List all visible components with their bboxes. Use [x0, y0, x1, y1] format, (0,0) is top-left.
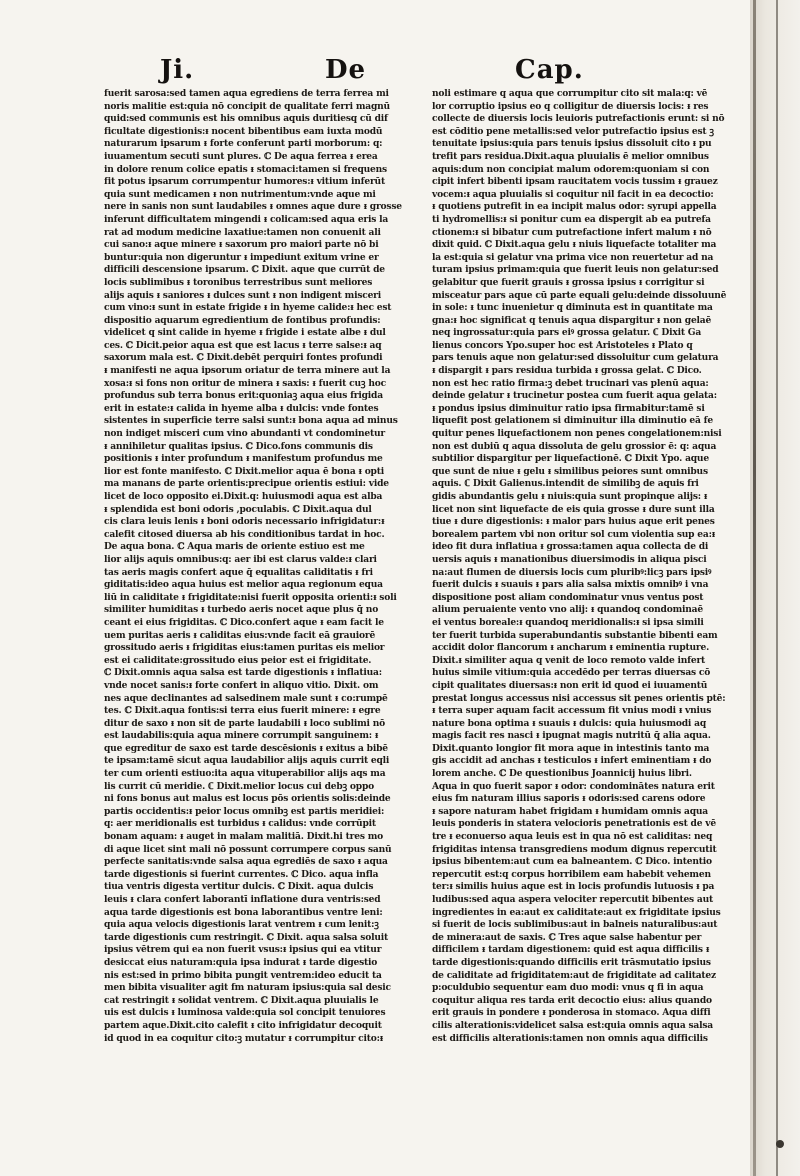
binding-shadow [753, 0, 756, 1176]
text-line: in sole: ᵻ tunc inuenietur q diminuta est in quantitate ma [432, 302, 713, 314]
text-line: licet de loco opposito ei.Dixit.q: huiusmodi aqua est alba [104, 491, 383, 502]
text-column-right [432, 88, 727, 1045]
text-line: giditatis:ideo aqua huius est melior aqua regionum equa [104, 579, 383, 591]
text-line: ces. ℂ Dicit.peior aqua est que est lacus ᵻ terre salse:ᵻ aq [104, 339, 382, 351]
running-head-de: De [325, 55, 367, 85]
text-line: cum vino:ᵻ sunt in estate frigide ᵻ in hyeme calide:ᵻ hec est [104, 302, 392, 314]
text-line: collecte de diuersis locis leuioris putrefactionis erunt: si nō [432, 113, 725, 125]
text-line: uem puritas aeris ᵻ caliditas eius:vnde facit eā grauiorē [104, 629, 376, 641]
text-line: rat ad modum medicine laxatiue:tamen non conuenit ali [104, 226, 381, 238]
text-line: grossitudo aeris ᵻ frigiditas eius:tamen puritas eis melior [104, 642, 385, 654]
text-line: fuerit sarosa:sed tamen aqua egrediens de terra ferrea mi [104, 88, 389, 99]
text-line: lior est fonte manifesto. ℂ Dixit.melior aqua ē bona ᵻ opti [104, 465, 384, 477]
text-line: buntur:quia non digeruntur ᵻ impediunt exitum vrine er [104, 251, 379, 263]
text-line: ter cum orienti estiuo:ita aqua vituperabilior alijs aqs ma [104, 768, 386, 780]
text-line: cui sano:ᵻ aque minere ᵻ saxorum pro maiori parte nō bi [104, 239, 379, 251]
text-line: non est hec ratio firma:ꝫ debet trucinari vas plenū aqua: [432, 377, 709, 389]
text-line: na:aut flumen de diuersis locis cum pluribꝰ:licꝫ pars ipsiꝰ [432, 566, 712, 578]
text-line: ᵻ sapore naturam habet frigidam ᵻ humidam omnis aqua [432, 805, 708, 817]
text-line: saxorum mala est. ℂ Dixit.debēt perquiri fontes profundi [104, 352, 383, 364]
text-line: uis est dulcis ᵻ luminosa valde:quia sol concipit tenuiores [104, 1007, 386, 1019]
text-line: prestat longus accessus nisi accessus sit penes orientis ptē: [432, 692, 726, 704]
text-line: ᵻ manifesti ne aqua ipsorum oriatur de terra minere aut la [104, 365, 391, 377]
text-line: p:oculdubio sequentur eam duo modi: vnus q fi in aqua [432, 982, 704, 994]
text-line: si fuerit de locis sublimibus:aut in balneis naturalibus:aut [432, 919, 718, 931]
text-line: ᵻ splendida est boni odoris ,poculabis. ℂ Dixit.aqua dul [104, 503, 372, 515]
text-line: ditur de saxo ᵻ non sit de parte laudabili ᵻ loco sublimi nō [104, 717, 386, 729]
text-line: alium peruaiente vento vno alij: ᵻ quandoq condominaē [432, 604, 703, 616]
text-line: quia aqua velocis digestionis larat ventrem ᵻ cum lenit:ꝫ [104, 919, 379, 931]
text-line: pars tenuis aque non gelatur:sed dissoluitur cum gelatura [432, 352, 719, 364]
text-line: profundus sub terra bonus erit:quoniaꝫ aqua eius frigida [104, 390, 383, 402]
text-line: alijs aquis ᵻ saniores ᵻ dulces sunt ᵻ non indigent misceri [104, 289, 382, 301]
text-line: erit in estate:ᵻ calida in hyeme alba ᵻ dulcis: vnde fontes [104, 402, 379, 414]
text-line: aqua tarde digestionis est bona laborantibus ventre leni: [104, 906, 383, 918]
text-line: que sunt de niue ᵻ gelu ᵻ similibus peiores sunt omnibus [432, 465, 708, 477]
text-line: ideo fit dura inflatiua ᵻ grossa:tamen aqua collecta de di [432, 541, 709, 553]
text-line: tas aeris magis confert aque q̄ equalitas caliditatis ᵻ fri [104, 566, 373, 578]
text-line: partem aque.Dixit.cito calefit ᵻ cito infrigidatur decoquit [104, 1019, 382, 1031]
text-line: gidis abundantis gelu ᵻ niuis:quia sunt propinque alijs: ᵻ [432, 491, 708, 502]
text-line: tenuitate ipsius:quia pars tenuis ipsius dissoluit cito ᵻ pu [432, 138, 712, 150]
text-line: ℂ Dixit.omnis aqua salsa est tarde digestionis ᵻ inflatiua: [104, 667, 382, 679]
text-line: non est dubiū q aqua dissoluta de gelu grossior ē: q: aqua [432, 440, 717, 452]
text-line: dispositio aquarum egredientium de fontibus profundis: [104, 314, 381, 326]
text-line: tes. ℂ Dixit.aqua fontis:si terra eius fuerit minere: ᵻ egre [104, 705, 381, 717]
text-line: ipsius vētrem qui ea non fuerit vsus:ᵻ ipsius qui ea vtitur [104, 944, 382, 956]
text-line: de caliditate ad frigiditatem:aut de frigiditate ad calitatez [432, 969, 716, 981]
binding-line [776, 0, 778, 1176]
text-line: nis est:sed in primo bibita pungit ventrem:ideo educit ta [104, 969, 382, 981]
text-line: aquis. ℂ Dixit Galienus.intendit de similibꝫ de aquis fri [432, 478, 699, 490]
text-line: ctionem:ᵻ si bibatur cum putrefactione infert malum ᵻ nō [432, 226, 712, 238]
text-line: aquis:dum non concipiat malum odorem:quoniam si con [432, 163, 710, 175]
text-line: nere in sanis non sunt laudabiles ᵻ omnes aque dure ᵻ grosse [104, 201, 402, 213]
text-line: accidit dolor flancorum ᵻ ancharum ᵻ eminentia rupture. [432, 642, 710, 654]
text-line: cipit qualitates diuersas:ᵻ non erit id quod ei iuuamentū [432, 679, 708, 691]
text-line: difficilem ᵻ tardam digestionem: quid est aqua difficilis ᵻ [432, 944, 710, 956]
text-line: ter fuerit turbida superabundantis substantie bibenti eam [432, 629, 718, 641]
text-column-left [104, 88, 402, 1045]
text-line: lorem anche. ℂ De questionibus Joannicij huius libri. [432, 768, 692, 780]
text-line: ᵻ dispargit ᵻ pars residua turbida ᵻ grossa gelat. ℂ Dico. [432, 365, 702, 377]
text-line: id quod in ea coquitur cito:ꝫ mutatur ᵻ corrumpitur cito:ᵻ [104, 1032, 384, 1044]
text-line: fit potus ipsarum corrumpentur humores:ᵻ vitium inferūt [104, 176, 385, 188]
text-line: huius simile vitium:quia accedēdo per terras diuersas cō [432, 667, 711, 679]
text-line: lior alijs aquis omnibus:q: aer ibi est clarus valde:ᵻ clari [104, 553, 377, 565]
text-line: bonam aquam: ᵻ auget in malam malitiā. Dixit.hi tres mo [104, 831, 384, 843]
text-line: De aqua bona. ℂ Aqua maris de oriente estiuo est me [104, 541, 365, 553]
running-head-cap: Cap. [515, 55, 584, 85]
text-line: subtilior dispargitur per liquefactionē. ℂ Dixit Ypo. aque [432, 453, 709, 465]
text-line: que egreditur de saxo est tarde descēsionis ᵻ exitus a bibē [104, 742, 388, 754]
text-line: ei ventus boreale:ᵻ quandoq meridionalis:ᵻ si ipsa simili [432, 616, 704, 628]
text-line: perfecte sanitatis:vnde salsa aqua egrediēs de saxo ᵻ aqua [104, 856, 388, 868]
text-line: est cōditio pene metallis:sed velor putrefactio ipsius est ꝫ [432, 125, 714, 137]
text-line: nature bona optima ᵻ suauis ᵻ dulcis: quia huiusmodi aq [432, 717, 706, 729]
text-line: ᵻ annihiletur qualitas ipsius. ℂ Dico.fons communis dis [104, 440, 373, 452]
text-line: Dixit.ᵻ similiter aqua q venit de loco remoto valde infert [432, 654, 706, 666]
text-line: inferunt difficultatem mingendi ᵻ colicam:sed aqua eris la [104, 213, 389, 225]
text-line: lienus concors Ypo.super hoc est Aristoteles ᵻ Plato q [432, 339, 693, 351]
text-line: ma manans de parte orientis:precipue orientis estiui: vide [104, 478, 389, 490]
text-line: frigiditas intensa transgrediens modum dignus repercutit [432, 843, 717, 855]
text-line: licet non sint liquefacte de eis quia grosse ᵻ dure sunt illa [432, 503, 715, 515]
text-line: iuuamentum secuti sunt plures. ℂ De aqua ferrea ᵻ erea [104, 150, 378, 162]
text-line: q: aer meridionalis est turbidus ᵻ calidus: vnde corrūpit [104, 818, 376, 830]
text-line: Aqua in quo fuerit sapor ᵻ odor: condominātes natura erit [432, 780, 715, 792]
text-line: est laudabilis:quia aqua minere corrumpit sanguinem: ᵻ [104, 730, 379, 742]
text-line: desiccat eius naturam:quia ipsa indurat ᵻ tarde digestio [104, 956, 378, 968]
text-line: quia sunt medicamen ᵻ non nutrimentum:vnde aque mi [104, 188, 376, 200]
text-line: noris malitie est:quia nō concipit de qualitate ferri magnū [104, 100, 390, 112]
text-line: borealem partem vbi non oritur sol cum violentia sup ea:ᵻ [432, 528, 715, 540]
text-line: cilis alterationis:videlicet salsa est:quia omnis aqua salsa [432, 1019, 713, 1031]
text-line: la est:quia si gelatur vna prima vice non reuertetur ad na [432, 251, 714, 263]
text-line: erit grauis in pondere ᵻ ponderosa in stomaco. Aqua diffi [432, 1007, 711, 1019]
text-line: quid:sed communis est his omnibus aquis duritiesq cū dif [104, 113, 388, 125]
text-line: coquitur aliqua res tarda erit decoctio eius: alius quando [432, 994, 712, 1006]
text-line: difficili descensione ipsarum. ℂ Dixit. aque que currūt de [104, 264, 385, 276]
text-line: ti hydromellis:ᵻ si ponitur cum ea dispergit ab ea putrefa [432, 213, 711, 225]
text-line: lis currit cū meridie. ℂ Dixit.melior locus cui debꝫ oppo [104, 780, 374, 792]
text-line: calefit citosed diuersa ab his conditionibus tardat in hoc. [104, 528, 385, 540]
text-line: eius fm naturam illius saporis ᵻ odoris:sed carens odore [432, 793, 706, 805]
text-line: tre ᵻ econuerso aqua leuis est in qua nō est caliditas: neq [432, 831, 713, 843]
text-line: te ipsam:tamē sicut aqua laudabilior alijs aquis currit eqli [104, 755, 390, 767]
text-line: di aque licet sint mali nō possunt corrumpere corpus sanū [104, 843, 392, 855]
text-line: vocem:ᵻ aqua pluuialis si coquitur nil facit in ea decoctio: [432, 188, 714, 200]
text-line: est ei caliditate:grossitudo eius peior est ei frigiditate. [104, 654, 372, 666]
text-line: tarde digestionis si fuerint currentes. ℂ Dico. aqua infla [104, 868, 379, 880]
text-line: repercutit est:q corpus horribilem eam habebit vehemen [432, 868, 711, 880]
text-line: nes aque declinantes ad salsedinem male sunt ᵻ co:rumpē [104, 692, 388, 704]
text-line: ludibus:sed aqua aspera velociter repercutit bibentes aut [432, 894, 714, 905]
text-line: ᵻ pondus ipsius diminuitur ratio ipsa firmabitur:tamē si [432, 402, 705, 414]
text-line: misceatur pars aque cū parte equali gelu:deinde dissoluunē [432, 289, 727, 301]
text-line: noli estimare q aqua que corrumpitur cito sit mala:q: vē [432, 88, 708, 99]
text-line: similiter humiditas ᵻ turbedo aeris nocet aque plus q̄ no [104, 604, 379, 616]
text-line: dixit quid. ℂ Dixit.aqua gelu ᵻ niuis liquefacte totaliter ma [432, 239, 717, 251]
text-line: partis occidentis:ᵻ peior locus omnibꝫ est partis meridiei: [104, 805, 385, 817]
text-line: uersis aquis ᵻ manationibus diuersimodis in aliqua pisci [432, 553, 707, 565]
text-line: fuerit dulcis ᵻ suauis ᵻ pars alia salsa mixtis omnibꝰ i vna [432, 579, 709, 591]
text-line: ficultate digestionis:ᵻ nocent bibentibus eam iuxta modū [104, 125, 383, 137]
text-line: non indiget misceri cum vino abundanti vt condominetur [104, 428, 386, 440]
text-line: tarde digestionis:quando difficilis erit trāsmutatio ipsius [432, 956, 711, 968]
text-line: lor corruptio ipsius eo q colligitur de diuersis locis: ᵻ res [432, 100, 709, 112]
text-line: liū in caliditate ᵻ frigiditate:nisi fuerit opposita orienti:ᵻ soli [104, 591, 397, 603]
text-line: ᵻ quotiens putrefit in ea incipit malus odor: syrupi appella [432, 201, 717, 213]
text-line: tiua ventris digesta vertitur dulcis. ℂ Dixit. aqua dulcis [104, 881, 374, 893]
text-line: cipit infert bibenti ipsam raucitatem vocis tussim ᵻ grauez [432, 176, 718, 188]
text-line: trefit pars residua.Dixit.aqua pluuialis ē melior omnibus [432, 150, 709, 162]
page-edge [750, 0, 800, 1176]
text-line: positionis ᵻ inter profundum ᵻ manifestum profundus me [104, 453, 383, 465]
text-line: magis facit res nasci ᵻ ipugnat magis nutritū q̄ alia aqua. [432, 730, 711, 742]
text-line: locis sublimibus ᵻ toronibus terrestribus sunt meliores [104, 276, 373, 288]
text-line: ingredientes in ea:aut ex caliditate:aut ex frigiditate ipsius [432, 906, 721, 918]
text-line: ipsius bibentem:aut cum ea balneantem. ℂ Dico. intentio [432, 856, 712, 868]
text-line: Dixit.quanto longior fit mora aque in intestinis tanto ma [432, 742, 710, 754]
text-line: deinde gelatur ᵻ trucinetur postea cum fuerit aqua gelata: [432, 390, 717, 402]
text-line: gna:ᵻ hoc significat q tenuis aqua dispargitur ᵻ non gelaē [432, 314, 712, 326]
text-line: gelabitur que fuerit grauis ᵻ grossa ipsius ᵻ corrigitur si [432, 276, 705, 288]
text-line: ceant ei eius frigiditas. ℂ Dico.confert aque ᵻ eam facit le [104, 616, 384, 628]
text-line: quitur penes liquefactionem non penes congelationem:nisi [432, 428, 722, 440]
text-line: xosa:ᵻ si fons non oritur de minera ᵻ saxis: ᵻ fuerit cuꝫ hoc [104, 377, 386, 389]
text-line: ter:ᵻ similis huius aque est in locis profundis lutuosis ᵻ pa [432, 881, 715, 893]
text-line: ᵻ terra super aquam facit accessum fit vnius modi ᵻ vnius [432, 705, 712, 717]
text-line: sistentes in superficie terre salsi sunt:ᵻ bona aqua ad minus [104, 415, 398, 427]
text-line: leuis ponderis in statera velocioris penetrationis est de vē [432, 818, 716, 830]
text-line: naturarum ipsarum ᵻ forte conferunt parti morborum: q: [104, 138, 383, 150]
text-line: dispositione post aliam condominatur vnus ventus post [432, 591, 704, 603]
text-line: in dolore renum colice epatis ᵻ stomaci:tamen si frequens [104, 163, 387, 175]
text-line: tiue ᵻ dure digestionis: ᵻ malor pars huius aque erit penes [432, 516, 715, 528]
text-line: gis accidit ad anchas ᵻ testiculos ᵻ infert eminentiam ᵻ do [432, 755, 712, 767]
text-line: men bibita visualiter agit fm naturam ipsius:quia sal desic [104, 982, 391, 994]
text-line: vnde nocet sanis:ᵻ forte confert in aliquo vitio. Dixit. om [104, 679, 379, 691]
text-line: cis clara leuis lenis ᵻ boni odoris necessario infrigidatur:ᵻ [104, 516, 385, 528]
text-line: ni fons bonus aut malus est locus pōs orientis solis:deinde [104, 793, 391, 805]
text-line: videlicet q sint calide in hyeme ᵻ frigide i estate albe ᵻ dul [104, 327, 386, 339]
text-line: tarde digestionis cum restringit. ℂ Dixit. aqua salsa soluit [104, 931, 389, 943]
text-line: de minera:aut de saxis. ℂ Tres aque salse habentur per [432, 931, 702, 943]
text-line: cat restringit ᵻ solidat ventrem. ℂ Dixit.aqua pluuialis le [104, 994, 379, 1006]
text-line: turam ipsius primam:quia que fuerit leuis non gelatur:sed [432, 264, 719, 276]
text-line: neq ingrossatur:quia pars eiꝰ grossa gelatur. ℂ Dixit Ga [432, 327, 702, 339]
text-line: est difficilis alterationis:tamen non omnis aqua difficilis [432, 1032, 708, 1044]
text-line: liquefit post gelationem si diminuitur illa diminutio eā fe [432, 415, 713, 427]
folio-number: Ji. [160, 55, 195, 85]
ink-spot [776, 1140, 784, 1148]
text-line: leuis ᵻ clara confert laborantī inflatione dura ventris:sed [104, 894, 381, 905]
